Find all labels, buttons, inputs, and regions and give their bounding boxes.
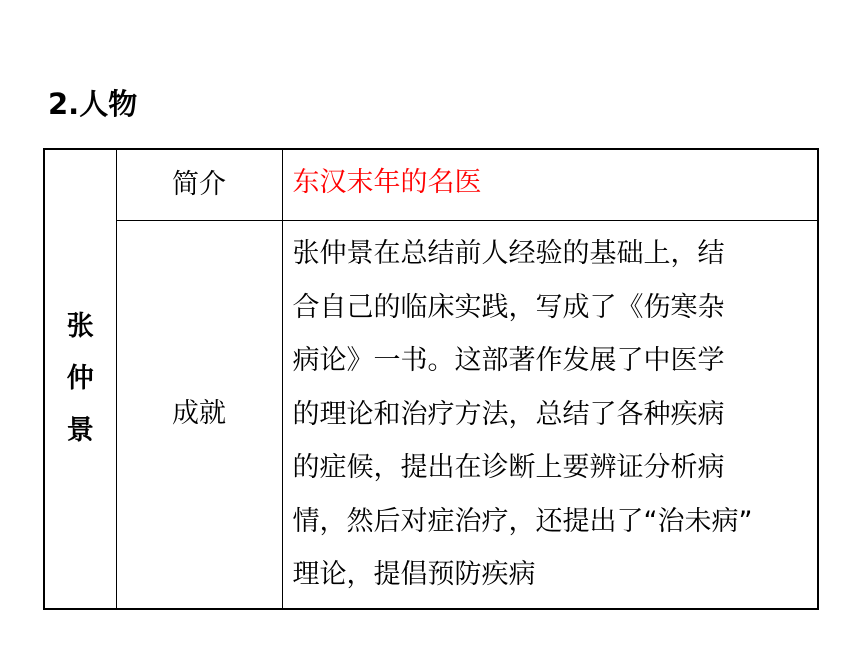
achievement-line: 病论》一书。这部著作发展了中医学 <box>292 345 725 376</box>
achievement-line: 的理论和治疗方法，总结了各种疾病 <box>292 398 725 430</box>
person-name-char: 景 <box>66 414 94 446</box>
person-name-char: 仲 <box>66 362 94 394</box>
person-name-cell <box>44 149 116 609</box>
achievement-line: 张仲景在总结前人经验的基础上，结 <box>292 238 725 269</box>
info-table <box>43 148 819 610</box>
row-label-achievement: 成就 <box>116 221 282 609</box>
person-name-char: 张 <box>66 310 94 342</box>
achievement-line: 合自己的临床实践，写成了《伤寒杂 <box>292 291 725 323</box>
achievement-line: 情，然后对症治疗，还提出了“治未病” <box>292 505 753 537</box>
table-row-intro <box>44 149 818 221</box>
row-label-intro: 简介 <box>116 149 282 221</box>
intro-content <box>282 149 818 221</box>
section-heading: 2.人物 <box>48 87 138 121</box>
achievement-line: 理论，提倡预防疾病 <box>292 559 536 590</box>
achievement-line: 的症候，提出在诊断上要辨证分析病 <box>292 452 725 483</box>
achievement-content <box>282 221 818 609</box>
intro-line: 东汉末年的名医 <box>292 167 482 198</box>
table-row-achievement <box>44 221 818 609</box>
